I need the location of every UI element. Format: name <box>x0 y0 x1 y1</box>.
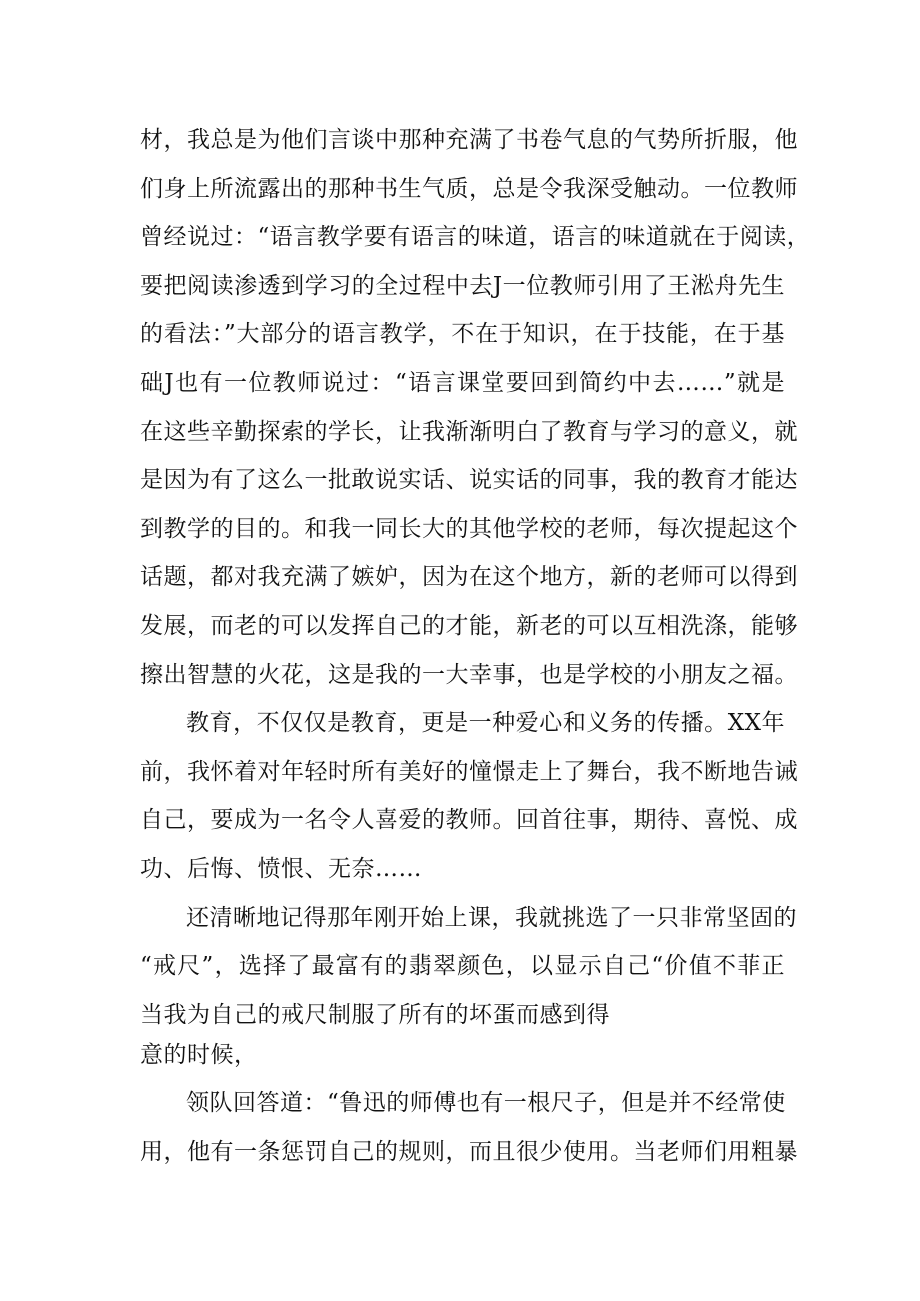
body-text <box>140 116 811 1176</box>
text-line: 擦出智慧的火花，这是我的一大幸事，也是学校的小朋友之福。 <box>140 661 798 688</box>
text-line: 前，我怀着对年轻时所有美好的憧憬走上了舞台，我不断地告诫 <box>140 758 798 785</box>
text-line: “戒尺”，选择了最富有的翡翠颜色，以显示自己“价值不菲正 <box>140 953 785 980</box>
text-line: 础J也有一位教师说过：“语言课堂要回到简约中去……”就是 <box>140 369 785 396</box>
text-line: 材，我总是为他们言谈中那种充满了书卷气息的气势所折服，他 <box>140 127 798 153</box>
text-line: 当我为自己的戒尺制服了所有的坏蛋而感到得 <box>140 1001 610 1028</box>
text-line: 曾经说过：“语言教学要有语言的味道，语言的味道就在于阅读， <box>140 224 811 251</box>
text-line: 自己，要成为一名令人喜爱的教师。回首往事，期待、喜悦、成 <box>140 807 798 834</box>
text-line: 用，他有一条惩罚自己的规则，而且很少使用。当老师们用粗暴 <box>140 1138 798 1165</box>
text-line: 的看法：”大部分的语言教学，不在于知识，在于技能，在于基 <box>140 321 785 348</box>
paragraph-start-line: 教育，不仅仅是教育，更是一种爱心和义务的传播。XX年 <box>186 710 785 737</box>
text-line: 要把阅读渗透到学习的全过程中去J一位教师引用了王淞舟先生 <box>140 272 785 299</box>
text-line: 在这些辛勤探索的学长，让我渐渐明白了教育与学习的意义，就 <box>140 418 798 445</box>
text-line: 功、后悔、愤恨、无奈…… <box>140 855 422 882</box>
text-line: 们身上所流露出的那种书生气质，总是令我深受触动。一位教师 <box>140 175 798 202</box>
paragraph-start-line: 领队回答道：“鲁迅的师傅也有一根尺子，但是并不经常使 <box>186 1090 786 1117</box>
text-line: 到教学的目的。和我一同长大的其他学校的老师，每次提起这个 <box>140 515 798 542</box>
text-line: 发展，而老的可以发挥自己的才能，新老的可以互相洗涤，能够 <box>140 612 798 639</box>
text-line: 是因为有了这么一批敢说实话、说实话的同事，我的教育才能达 <box>140 467 798 494</box>
text-line: 话题，都对我充满了嫉妒，因为在这个地方，新的老师可以得到 <box>140 564 798 591</box>
paragraph-start-line: 还清晰地记得那年刚开始上课，我就挑选了一只非常坚固的 <box>186 904 797 931</box>
text-line: 意的时候， <box>140 1042 258 1069</box>
